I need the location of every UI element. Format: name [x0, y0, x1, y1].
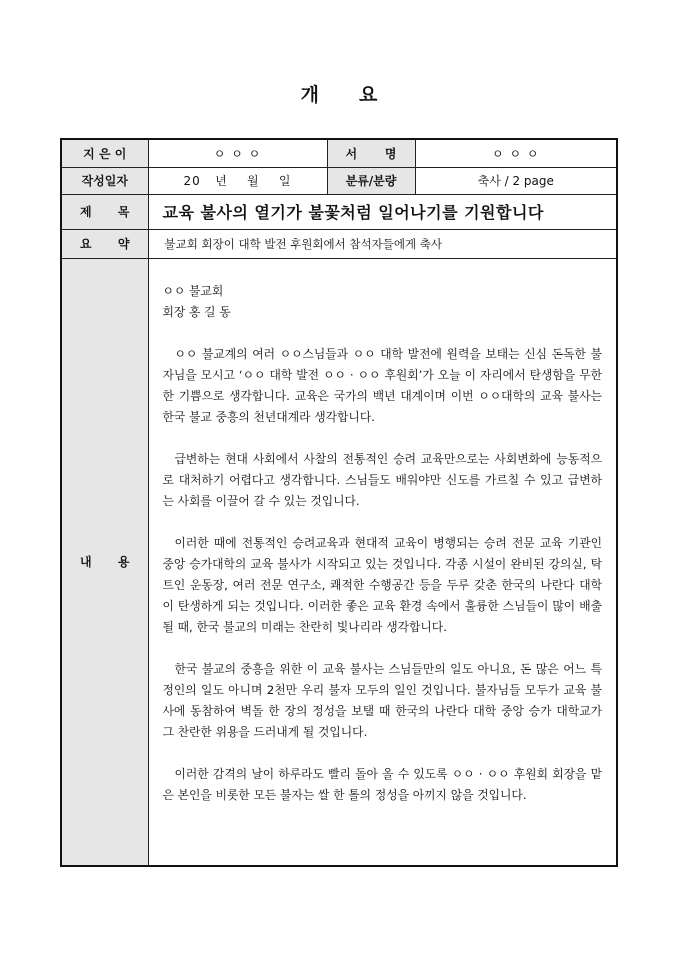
content-paragraph: ㅇㅇ 불교계의 여러 ㅇㅇ스님들과 ㅇㅇ 대학 발전에 원력을 보태는 신심 돈독한 불자님을 모시고 ‘ㅇㅇ 대학 발전 ㅇㅇ · ㅇㅇ 후원회’가 오늘 이 자리에서 탄생함을 무한한 기쁨으로 생각합니다. 교육은 국가의 백년 대계이며 이번 ㅇㅇ대학의 교육 불사는 한국 불교 중흥의 천년대계라 생각합니다.: [162, 346, 602, 424]
content-paragraph: 급변하는 현대 사회에서 사찰의 전통적인 승려 교육만으로는 사회변화에 능동적으로 대처하기 어렵다고 생각합니다. 스님들도 배워야만 신도를 가르칠 수 있고 급변하는 사회를 이끌어 갈 수 있는 것입니다.: [162, 451, 602, 508]
author-label: 지 은 이: [61, 139, 148, 167]
content-row: [61, 258, 617, 866]
signature-org: ㅇㅇ 불교회: [162, 283, 224, 298]
subject-row: [61, 194, 617, 229]
category-value: 축사 / 2 page: [415, 167, 617, 194]
content-paragraph: 이러한 때에 전통적인 승려교육과 현대적 교육이 병행되는 승려 전문 교육 기관인 중앙 승가대학의 교육 불사가 시작되고 있는 것입니다. 각종 시설이 완비된 강의실, 탁 트인 운동장, 여러 전문 연구소, 쾌적한 수행공간 등을 두루 갖춘 한국의 나란다 대학이 탄생하게 되는 것입니다. 이러한 좋은 교육 환경 속에서 훌륭한 스님들이 많이 배출될 때, 한국 불교의 미래는 찬란히 빛나리라 생각합니다.: [162, 535, 602, 634]
book-label: 서 명: [327, 139, 415, 167]
author-row: [61, 139, 617, 167]
page-title-right: 요: [359, 84, 380, 106]
date-label: 작성일자: [61, 167, 148, 194]
date-value: 20 년 월 일: [148, 167, 327, 194]
content-label: 내 용: [61, 258, 148, 866]
book-value: ㅇ ㅇ ㅇ: [415, 139, 617, 167]
author-value: ㅇ ㅇ ㅇ: [148, 139, 327, 167]
content-paragraph: 한국 불교의 중흥을 위한 이 교육 불사는 스님들만의 일도 아니요, 돈 많은 어느 특정인의 일도 아니며 2천만 우리 불자 모두의 일인 것입니다. 불자님들 모두가 교육 불사에 동참하여 벽돌 한 장의 정성을 보탤 때 한국의 나란다 대학 중앙 승가 대학교가 그 찬란한 위용을 드러내게 될 것입니다.: [162, 661, 602, 739]
date-row: [61, 167, 617, 194]
content-body: [148, 258, 617, 866]
summary-row: [61, 229, 617, 258]
signature-name: 회장 홍 길 동: [162, 304, 231, 319]
subject-value: 교육 불사의 열기가 불꽃처럼 일어나기를 기원합니다: [148, 194, 617, 229]
summary-table: [60, 138, 618, 867]
page-title-left: 개: [300, 84, 321, 106]
page-title: [0, 80, 680, 107]
summary-value: 불교회 회장이 대학 발전 후원회에서 참석자들에게 축사: [148, 229, 617, 258]
category-label: 분류/분량: [327, 167, 415, 194]
summary-label: 요 약: [61, 229, 148, 258]
subject-label: 제 목: [61, 194, 148, 229]
content-paragraph: 이러한 감격의 날이 하루라도 빨리 돌아 올 수 있도록 ㅇㅇ · ㅇㅇ 후원회 회장을 맡은 본인을 비롯한 모든 불자는 쌀 한 톨의 정성을 아끼지 않을 것입니다.: [162, 766, 602, 802]
signature: [163, 281, 603, 323]
